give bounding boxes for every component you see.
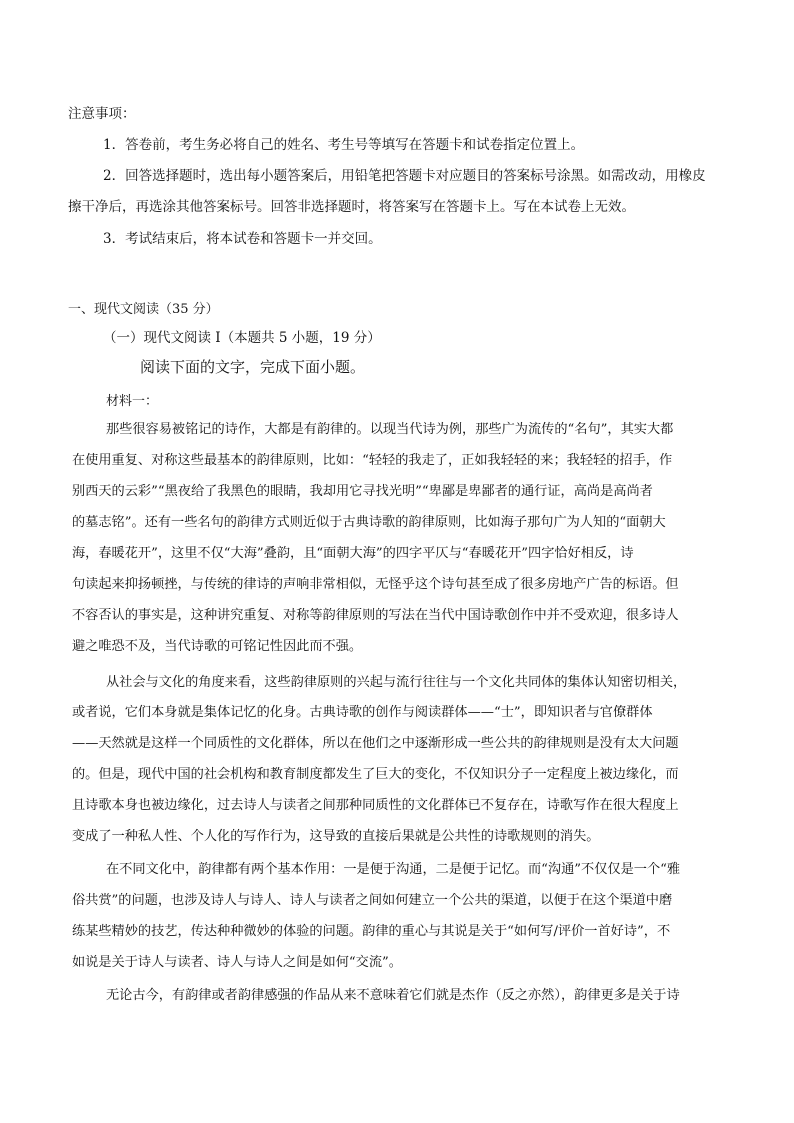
paragraph-1-line-3: 别西天的云彩”“黑夜给了我黑色的眼睛，我却用它寻找光明”“卑鄙是卑鄙者的通行证，高尚是高尚者: [72, 484, 653, 499]
notice-item-1: 1．答卷前，考生务必将自己的姓名、考生号等填写在答题卡和试卷指定位置上。: [103, 137, 585, 153]
paragraph-1-line-2: 在使用重复、对称这些最基本的韵律原则，比如：“轻轻的我走了，正如我轻轻的来；我轻轻的招手，作: [72, 453, 673, 468]
notice-item-2: 2．回答选择题时，选出每小题答案后，用铅笔把答题卡对应题目的答案标号涂黑。如需改动，用橡皮: [103, 168, 706, 184]
paragraph-2-line-1: 从社会与文化的角度来看，这些韵律原则的兴起与流行往往与一个文化共同体的集体认知密切相关，: [106, 675, 687, 690]
paragraph-3-line-3: 练某些精妙的技艺，传达种种微妙的体验的问题。韵律的重心与其说是关于“如何写/评价一首好诗”，不: [72, 924, 671, 939]
paragraph-1-line-7: 不容否认的事实是，这种讲究重复、对称等韵律原则的写法在当代中国诗歌创作中并不受欢迎，很多诗人: [72, 608, 679, 623]
material-label: 材料一：: [106, 394, 159, 409]
paragraph-3-line-4: 如说是关于诗人与读者、诗人与诗人之间是如何“交流”。: [72, 955, 402, 970]
paragraph-1-line-1: 那些很容易被铭记的诗作，大都是有韵律的。以现当代诗为例，那些广为流传的“名句”，其实大都: [106, 422, 674, 437]
notice-item-3: 3．考试结束后，将本试卷和答题卡一并交回。: [103, 231, 382, 247]
paragraph-4-line-1: 无论古今，有韵律或者韵律感强的作品从来不意味着它们就是杰作（反之亦然），韵律更多是关于诗: [106, 988, 680, 1003]
paragraph-2-line-4: 的。但是，现代中国的社会机构和教育制度都发生了巨大的变化，不仅知识分子一定程度上被边缘化，而: [72, 767, 679, 782]
paragraph-1-line-8: 避之唯恐不及，当代诗歌的可铭记性因此而不强。: [72, 639, 363, 654]
paragraph-2-line-2: 或者说，它们本身就是集体记忆的化身。古典诗歌的创作与阅读群体——“士”，即知识者与官僚群体: [72, 705, 653, 720]
paragraph-3-line-1: 在不同文化中，韵律都有两个基本作用：一是便于沟通，二是便于记忆。而“沟通”不仅仅是一个“雅: [106, 862, 681, 877]
section-title: 一、现代文阅读（35 分）: [68, 302, 219, 317]
reading-instruction: 阅读下面的文字，完成下面小题。: [140, 358, 366, 376]
subsection-title: （一）现代文阅读 I（本题共 5 小题，19 分）: [103, 330, 381, 346]
paragraph-1-line-5: 海，春暖花开”，这里不仅“大海”叠韵，且“面朝大海”的四字平仄与“春暖花开”四字恰好相反，诗: [72, 546, 634, 561]
notice-title: 注意事项：: [68, 106, 136, 122]
notice-item-2-cont: 擦干净后，再选涂其他答案标号。回答非选择题时，将答案写在答题卡上。写在本试卷上无效。: [68, 199, 635, 215]
paragraph-2-line-5: 且诗歌本身也被边缘化，过去诗人与读者之间那种同质性的文化群体已不复存在，诗歌写作在很大程度上: [72, 798, 679, 813]
paragraph-2-line-3: ——天然就是这样一个同质性的文化群体，所以在他们之中逐渐形成一些公共的韵律规则是没有太大问题: [72, 736, 679, 751]
paragraph-3-line-2: 俗共赏”的问题，也涉及诗人与诗人、诗人与读者之间如何建立一个公共的渠道，以便于在这个渠道中磨: [72, 893, 673, 908]
paragraph-1-line-4: 的墓志铭”。还有一些名句的韵律方式则近似于古典诗歌的韵律原则，比如海子那句广为人知的“面朝大: [72, 515, 666, 530]
paragraph-2-line-6: 变成了一种私人性、个人化的写作行为，这导致的直接后果就是公共性的诗歌规则的消失。: [72, 829, 600, 844]
paragraph-1-line-6: 句读起来抑扬顿挫，与传统的律诗的声响非常相似，无怪乎这个诗句甚至成了很多房地产广告的标语。但: [72, 577, 679, 592]
